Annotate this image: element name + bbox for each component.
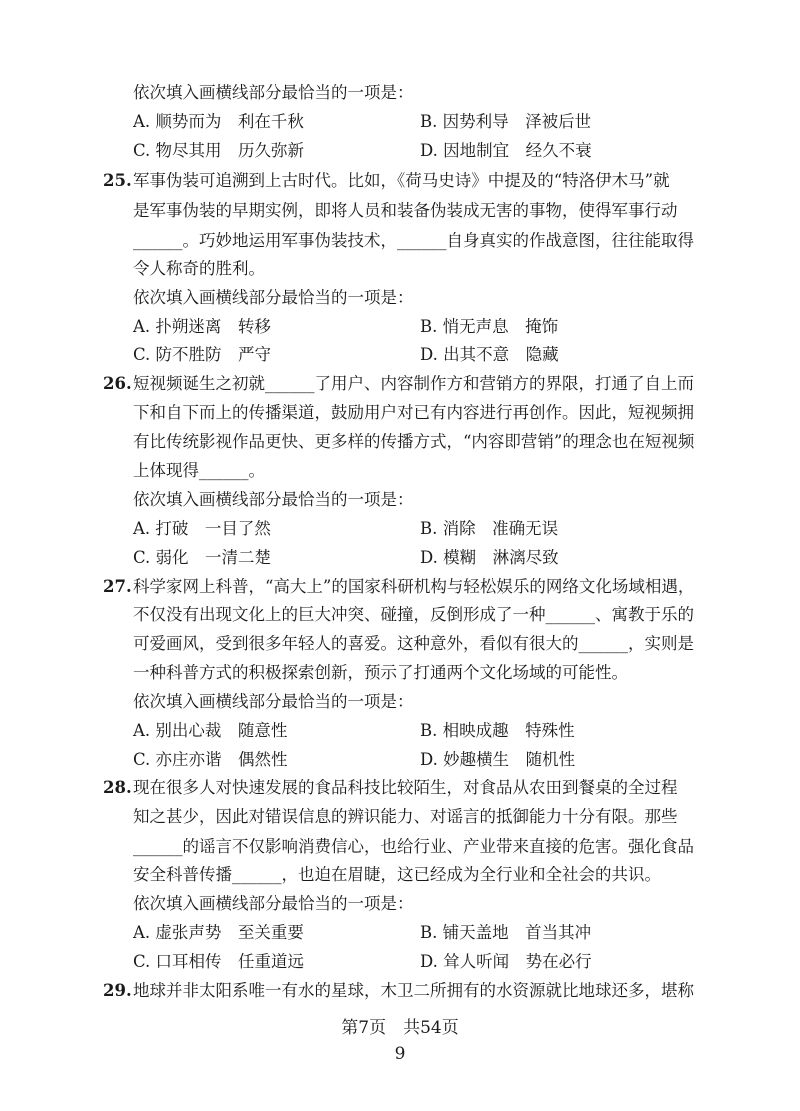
q24-option-c: C. 物尽其用 历久弥新 <box>133 141 305 160</box>
q26-prompt: 依次填入画横线部分最恰当的一项是： <box>133 490 414 509</box>
q25-line-2: 是军事伪装的早期实例，即将人员和装备伪装成无害的事物，使得军事行动 <box>133 201 678 220</box>
page-info: 第7页 共54页 <box>341 1018 459 1038</box>
q25-number: 25. <box>103 171 132 190</box>
q25-option-c: C. 防不胜防 严守 <box>133 345 272 364</box>
q25-option-b: B. 悄无声息 掩饰 <box>420 317 559 336</box>
q24-prompt: 依次填入画横线部分最恰当的一项是： <box>133 83 414 102</box>
q25-option-d: D. 出其不意 隐藏 <box>420 345 559 364</box>
q24-option-a: A. 顺势而为 利在千秋 <box>133 112 304 131</box>
page-number: 9 <box>394 1044 406 1064</box>
q25-line-3: ______。巧妙地运用军事伪装技术，______自身真实的作战意图，往往能取得 <box>133 231 694 250</box>
q28-option-b: B. 铺天盖地 首当其冲 <box>420 923 592 942</box>
q26-line-1: 短视频诞生之初就______了用户、内容制作方和营销方的界限，打通了自上而 <box>133 374 694 393</box>
q28-line-4: 安全科普传播______，也迫在眉睫，这已经成为全行业和全社会的共识。 <box>133 865 661 884</box>
q26-line-3: 有比传统影视作品更快、更多样的传播方式，“内容即营销”的理念也在短视频 <box>133 432 695 451</box>
q27-line-4: 一种科普方式的积极探索创新，预示了打通两个文化场域的可能性。 <box>133 663 628 682</box>
q26-option-a: A. 打破 一目了然 <box>133 519 271 538</box>
q27-number: 27. <box>103 577 132 596</box>
q25-line-4: 令人称奇的胜利。 <box>133 259 265 278</box>
q29-number: 29. <box>103 981 132 1000</box>
q27-prompt: 依次填入画横线部分最恰当的一项是： <box>133 692 414 711</box>
q26-number: 26. <box>103 374 132 393</box>
q27-line-3: 可爱画风，受到很多年轻人的喜爱。这种意外，看似有很大的______，实则是 <box>133 634 694 653</box>
q27-option-a: A. 别出心裁 随意性 <box>133 721 288 740</box>
q27-line-1: 科学家网上科普，“高大上”的国家科研机构与轻松娱乐的网络文化场域相遇， <box>133 577 695 596</box>
q29-line-1: 地球并非太阳系唯一有水的星球，木卫二所拥有的水资源就比地球还多，堪称 <box>133 981 694 1000</box>
q28-line-1: 现在很多人对快速发展的食品科技比较陌生，对食品从农田到餐桌的全过程 <box>133 778 678 797</box>
q27-option-c: C. 亦庄亦谐 偶然性 <box>133 750 288 769</box>
q28-number: 28. <box>103 778 132 797</box>
q25-line-1: 军事伪装可追溯到上古时代。比如，《荷马史诗》中提及的“特洛伊木马”就 <box>133 171 670 190</box>
q26-line-4: 上体现得______。 <box>133 461 265 480</box>
q27-option-d: D. 妙趣横生 随机性 <box>420 750 576 769</box>
q24-option-d: D. 因地制宜 经久不衰 <box>420 141 592 160</box>
q26-option-c: C. 弱化 一清二楚 <box>133 548 272 567</box>
q28-option-c: C. 口耳相传 任重道远 <box>133 952 305 971</box>
q27-line-2: 不仅没有出现文化上的巨大冲突、碰撞，反倒形成了一种______、寓教于乐的 <box>133 605 694 624</box>
q28-line-3: ______的谣言不仅影响消费信心，也给行业、产业带来直接的危害。强化食品 <box>133 837 694 856</box>
q26-option-b: B. 消除 准确无误 <box>420 519 559 538</box>
q28-option-d: D. 耸人听闻 势在必行 <box>420 952 592 971</box>
q26-option-d: D. 模糊 淋漓尽致 <box>420 548 559 567</box>
q25-prompt: 依次填入画横线部分最恰当的一项是： <box>133 288 414 307</box>
q28-option-a: A. 虚张声势 至关重要 <box>133 923 304 942</box>
q26-line-2: 下和自下而上的传播渠道，鼓励用户对已有内容进行再创作。因此，短视频拥 <box>133 403 694 422</box>
q28-prompt: 依次填入画横线部分最恰当的一项是： <box>133 894 414 913</box>
q24-option-b: B. 因势利导 泽被后世 <box>420 112 592 131</box>
q27-option-b: B. 相映成趣 特殊性 <box>420 721 575 740</box>
q28-line-2: 知之甚少，因此对错误信息的辨识能力、对谣言的抵御能力十分有限。那些 <box>133 807 678 826</box>
q25-option-a: A. 扑朔迷离 转移 <box>133 317 271 336</box>
